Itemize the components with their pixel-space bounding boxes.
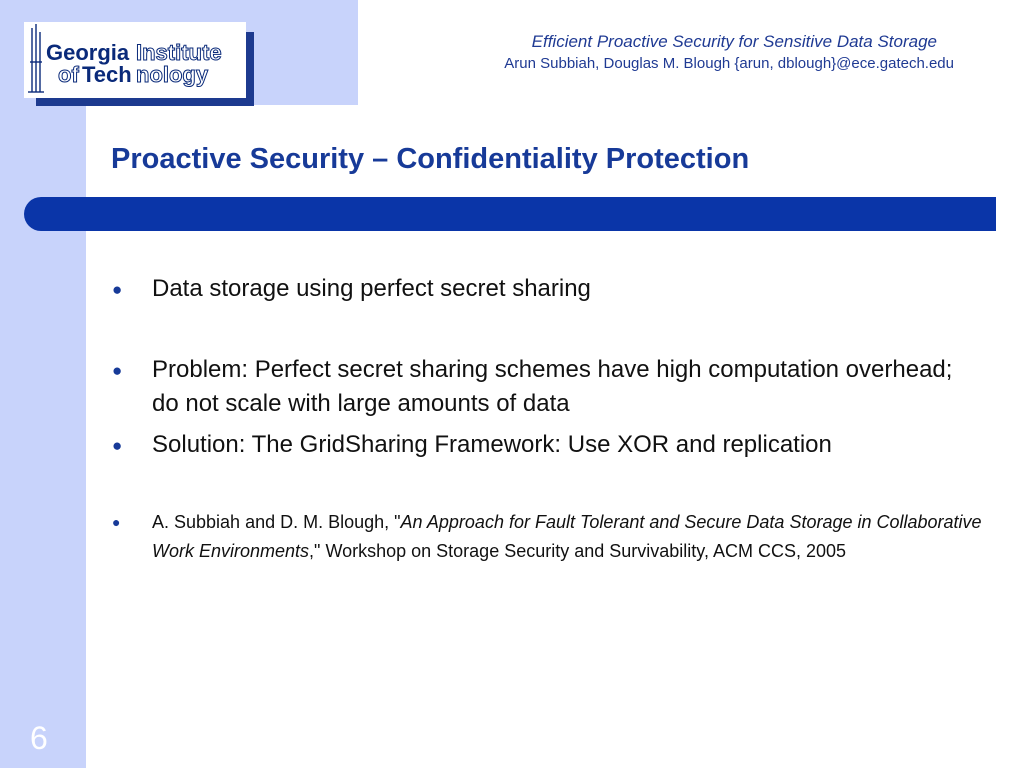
- logo-line1-bold: Georgia: [46, 40, 130, 65]
- bullet-text: Data storage using perfect secret sharing: [152, 275, 591, 302]
- georgia-tech-logo: [24, 22, 246, 98]
- bullet-text: Problem: Perfect secret sharing schemes have high computation overhead; do not scale with large amounts of data: [152, 356, 953, 417]
- list-item: [112, 353, 982, 421]
- slide-title: Proactive Security – Confidentiality Protection: [111, 143, 750, 175]
- list-item: [112, 428, 982, 462]
- reference-suffix: ," Workshop on Storage Security and Survivability, ACM CCS, 2005: [309, 541, 847, 561]
- logo-line2-outline-a: of: [58, 62, 79, 87]
- header-authors: Arun Subbiah, Douglas M. Blough {arun, dblough}@ece.gatech.edu: [504, 55, 954, 72]
- reference-prefix: A. Subbiah and D. M. Blough, ": [152, 512, 401, 532]
- page-number: 6: [30, 720, 48, 756]
- tower-icon: [24, 22, 246, 98]
- reference-title: An Approach for Fault Tolerant and Secure Data Storage in Collaborative Work Environments: [152, 512, 982, 561]
- list-item: [112, 272, 982, 306]
- header-title: Efficient Proactive Security for Sensitive Data Storage: [531, 32, 937, 51]
- logo-line2-outline-b: nology: [136, 62, 209, 87]
- bullet-text: Solution: The GridSharing Framework: Use XOR and replication: [152, 431, 832, 458]
- bullet-icon: ●: [112, 280, 123, 299]
- bullet-icon: ●: [112, 436, 123, 455]
- bullet-icon: ●: [112, 361, 123, 380]
- logo-line1-outline: Institute: [136, 40, 222, 65]
- logo-line2-bold: Tech: [82, 62, 132, 87]
- reference-item: [112, 508, 982, 566]
- bullet-icon: ●: [112, 514, 121, 530]
- left-sidebar: [0, 0, 86, 768]
- title-underline-bar: [24, 197, 996, 231]
